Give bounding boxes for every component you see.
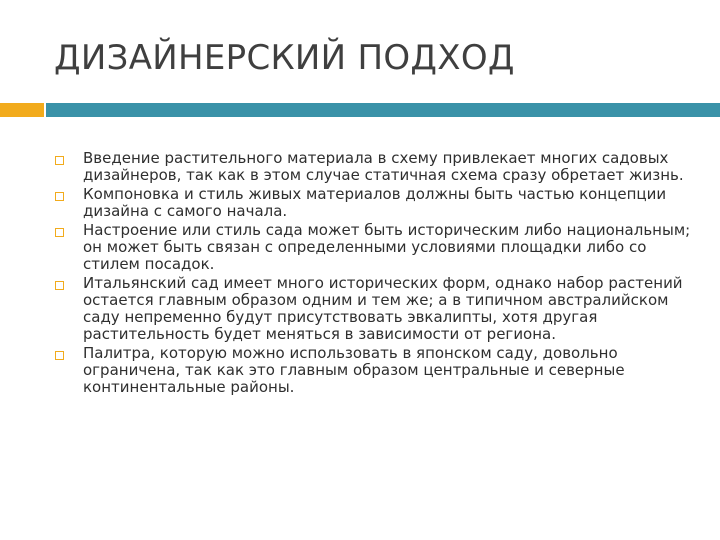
bullet-item — [52, 186, 692, 220]
hollow-square-icon — [55, 281, 64, 290]
bullet-item — [52, 222, 692, 273]
bullet-item — [52, 345, 692, 396]
bullet-item — [52, 275, 692, 343]
bullet-item — [52, 150, 692, 184]
slide-title: ДИЗАЙНЕРСКИЙ ПОДХОД — [54, 38, 515, 78]
bullet-text: Итальянский сад имеет много исторических форм, однако набор растений остается главным образом одним и тем же; а в типичном австралийском саду непременно будут присутствовать эвкалипты, хотя другая растительность будет меняться в зависимости от региона. — [83, 274, 683, 343]
accent-bar-teal — [46, 103, 720, 117]
bullet-list — [52, 150, 692, 398]
bullet-text: Введение растительного материала в схему привлекает многих садовых дизайнеров, так как в этом случае статичная схема сразу обретает жизнь. — [83, 149, 684, 184]
hollow-square-icon — [55, 156, 64, 165]
bullet-text: Настроение или стиль сада может быть историческим либо национальным; он может быть связан с определенными условиями площадки либо со стилем посадок. — [83, 221, 691, 273]
hollow-square-icon — [55, 351, 64, 360]
accent-bar-orange — [0, 103, 44, 117]
hollow-square-icon — [55, 228, 64, 237]
bullet-text: Компоновка и стиль живых материалов должны быть частью концепции дизайна с самого начала. — [83, 185, 667, 220]
hollow-square-icon — [55, 192, 64, 201]
bullet-text: Палитра, которую можно использовать в японском саду, довольно ограничена, так как это главным образом центральные и северные континентальные районы. — [83, 344, 625, 396]
